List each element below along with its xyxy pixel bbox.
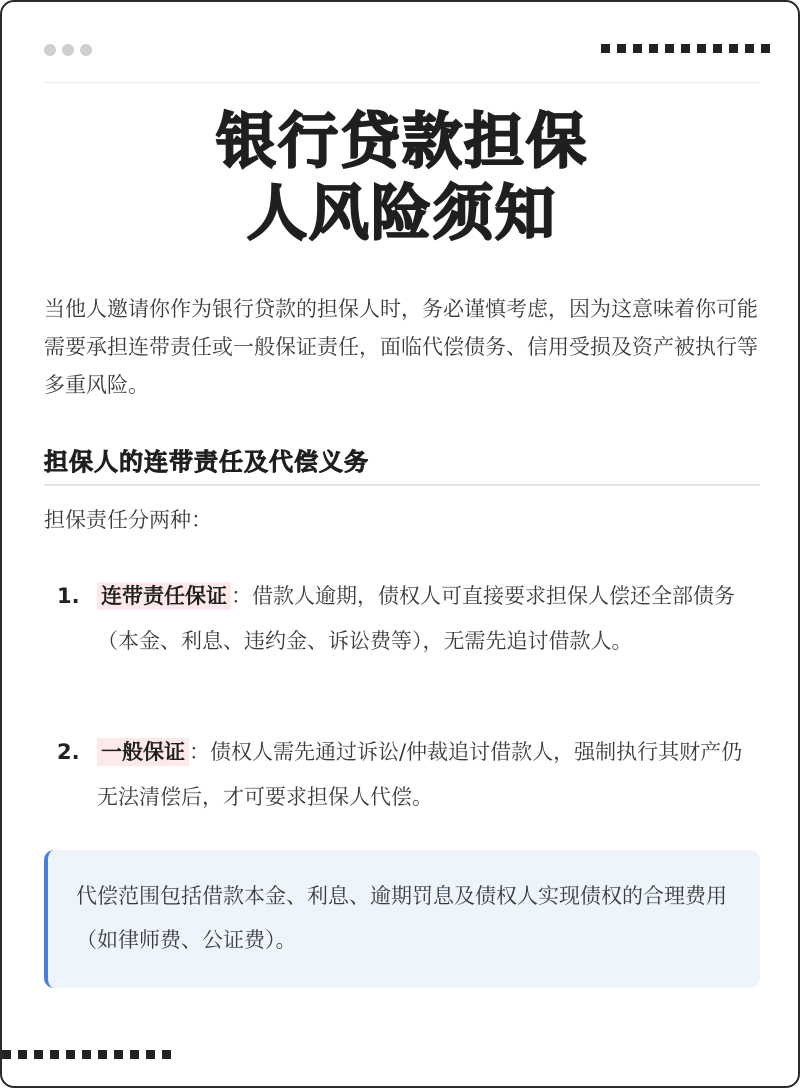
intro-paragraph: 当他人邀请你作为银行贷款的担保人时，务必谨慎考虑，因为这意味着你可能需要承担连带责任或一般保证责任，面临代偿债务、信用受损及资产被执行等多重风险。 (44, 297, 758, 397)
note-callout (44, 850, 760, 988)
list-item-term: 连带责任保证 (97, 582, 231, 610)
title-line-2: 人风险须知 (247, 179, 557, 249)
section-heading: 担保人的连带责任及代偿义务 (44, 448, 369, 476)
list-item-text: 债权人需先通过诉讼/仲裁追讨借款人，强制执行其财产仍无法清偿后，才可要求担保人代偿。 (97, 740, 743, 809)
list-item-separator: ： (189, 740, 210, 764)
window-dot-icon (44, 44, 56, 56)
page-title (2, 106, 800, 250)
window-dots (44, 44, 92, 56)
list-item (57, 730, 762, 820)
list-item-text: 借款人逾期，债权人可直接要求担保人偿还全部债务（本金、利息、违约金、诉讼费等），无需先追讨借款人。 (97, 584, 735, 653)
section-divider (44, 484, 760, 486)
window-dot-icon (62, 44, 74, 56)
dashed-decoration-bottom (2, 1050, 171, 1059)
list-item (57, 574, 762, 664)
note-text: 代偿范围包括借款本金、利息、逾期罚息及债权人实现债权的合理费用（如律师费、公证费）。 (76, 884, 727, 952)
dashed-decoration-top (601, 44, 770, 53)
window-dot-icon (80, 44, 92, 56)
title-line-1: 银行贷款担保 (216, 107, 588, 177)
list-item-term: 一般保证 (97, 738, 189, 766)
top-divider (44, 82, 760, 83)
list-item-number: 1. (57, 584, 80, 608)
list-item-separator: ： (231, 584, 252, 608)
list-item-number: 2. (57, 740, 80, 764)
section-subhead: 担保责任分两种： (44, 508, 212, 532)
